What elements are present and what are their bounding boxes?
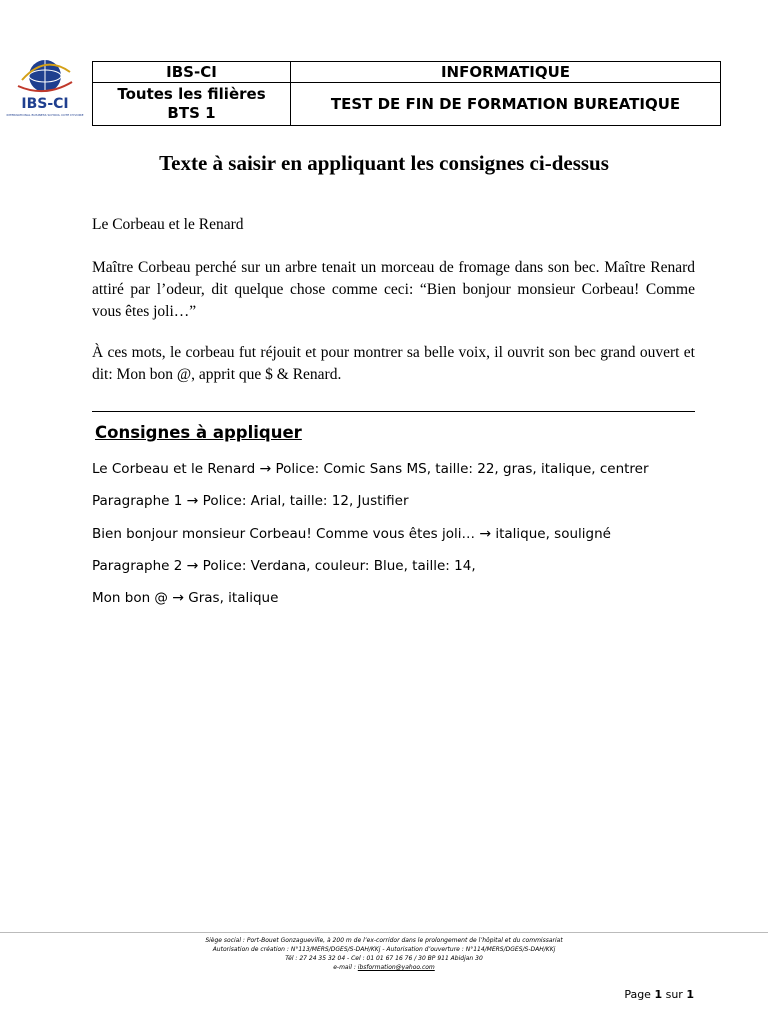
arrow-right-icon: → — [259, 461, 272, 477]
arrow-right-icon: → — [479, 526, 492, 542]
header-subject-cell: INFORMATIQUE — [291, 62, 721, 83]
instruction-item — [92, 558, 476, 574]
footer-phone: Tél : 27 24 35 32 04 - Cel : 01 01 67 16 76 / 30 BP 911 Abidjan 30 — [285, 955, 483, 962]
page-total: 1 — [686, 988, 694, 1001]
footer-email-line — [0, 963, 768, 972]
instruction-rule: Police: Verdana, couleur: Blue, taille: 14, — [202, 558, 476, 574]
instruction-item — [92, 526, 611, 542]
instruction-target: Le Corbeau et le Renard — [92, 461, 256, 477]
instruction-target: Paragraphe 2 — [92, 558, 183, 574]
instruction-item — [92, 590, 278, 606]
instruction-item — [92, 461, 649, 477]
arrow-right-icon: → — [172, 590, 184, 606]
instruction-target: Paragraphe 1 — [92, 493, 183, 509]
footer-address: Siège social : Port-Bouet Gonzagueville, à 200 m de l’ex-corridor dans le prolongement de l’hôpital et du commissariat — [205, 937, 563, 944]
instruction-rule: italique, souligné — [495, 526, 611, 542]
paragraph-2: À ces mots, le corbeau fut réjouit et pour montrer sa belle voix, il ouvrit son bec grand ouvert et dit: Mon bon @, apprit que $ & Renard. — [92, 344, 695, 383]
instruction-rule: Police: Arial, taille: 12, Justifier — [202, 493, 409, 509]
instruction-rule: Police: Comic Sans MS, taille: 22, gras, italique, centrer — [275, 461, 649, 477]
instruction-rule: Gras, italique — [188, 590, 279, 606]
footer-email-label: e-mail : — [333, 964, 358, 971]
page-label: Page — [624, 988, 651, 1001]
header-table — [92, 61, 721, 126]
instruction-item — [92, 493, 409, 509]
header-filieres: Toutes les filières — [117, 85, 266, 103]
document-title: Texte à saisir en appliquant les consignes ci-dessus — [159, 151, 609, 175]
page-sep: sur — [665, 988, 683, 1001]
separator-line — [92, 411, 695, 412]
footer-divider — [0, 932, 768, 933]
footer-email-link[interactable]: ibsformation@yahoo.com — [357, 964, 435, 971]
logo-text: IBS-CI — [21, 96, 69, 112]
arrow-right-icon: → — [186, 493, 199, 509]
logo-subtext: INTERNATIONAL BUSINESS SCHOOL COTE D'IVOIRE — [6, 113, 84, 117]
page-number — [624, 988, 694, 1001]
header-level: BTS 1 — [167, 104, 216, 122]
text-title: Le Corbeau et le Renard — [92, 216, 244, 233]
header-test-cell: TEST DE FIN DE FORMATION BUREATIQUE — [291, 83, 721, 126]
paragraph-1: Maître Corbeau perché sur un arbre tenait un morceau de fromage dans son bec. Maître Renard attiré par l’odeur, dit quelque chose comme ceci: “Bien bonjour monsieur Corbeau! Comme vous êtes joli…” — [92, 259, 695, 320]
arrow-right-icon: → — [186, 558, 199, 574]
header-level-cell — [93, 83, 291, 126]
school-logo — [6, 58, 84, 130]
footer — [0, 936, 768, 972]
footer-authorization: Autorisation de création : N°113/MERS/DGES/S-DAH/KKj - Autorisation d’ouverture : N°114/MERS/DGES/S-DAH/KKj — [212, 946, 556, 953]
instruction-target: Mon bon @ — [92, 590, 168, 606]
header-school-cell: IBS-CI — [93, 62, 291, 83]
instructions-heading: Consignes à appliquer — [95, 423, 302, 442]
instruction-target: Bien bonjour monsieur Corbeau! Comme vous êtes joli… — [92, 526, 476, 542]
page-current: 1 — [654, 988, 663, 1001]
